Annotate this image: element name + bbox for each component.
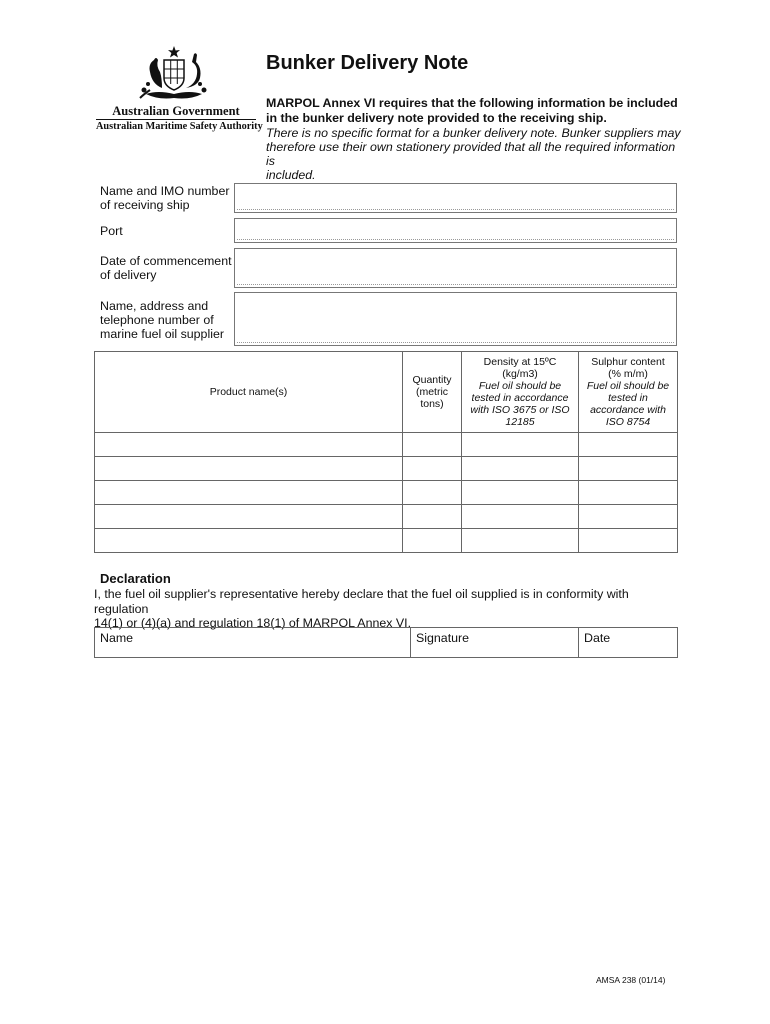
product-name-cell[interactable] — [95, 529, 403, 553]
page-title: Bunker Delivery Note — [266, 52, 469, 74]
intro-bold-line: MARPOL Annex VI requires that the following information be included — [266, 96, 678, 110]
government-name: Australian Government — [112, 104, 240, 118]
date-field[interactable] — [579, 628, 678, 658]
declaration-text — [94, 587, 684, 631]
density-header-note: tested in accordance — [471, 392, 569, 404]
quantity-header-line: (metric — [415, 386, 449, 398]
logo-divider — [96, 119, 256, 120]
sulphur-header — [579, 352, 678, 433]
quantity-header — [403, 352, 462, 433]
sulphur-cell[interactable] — [579, 433, 678, 457]
product-table — [94, 351, 678, 553]
supplier-label-line: telephone number of — [100, 313, 214, 327]
date-label-line: Date of commencement — [100, 254, 232, 268]
density-cell[interactable] — [462, 457, 579, 481]
sulphur-header-note: Fuel oil should be — [586, 380, 670, 392]
density-header-note: with ISO 3675 or ISO — [470, 404, 570, 416]
product-name-header-text: Product name(s) — [209, 386, 288, 398]
quantity-header-line: tons) — [420, 398, 444, 410]
signature-table — [94, 627, 678, 658]
quantity-cell[interactable] — [403, 433, 462, 457]
date-label — [100, 254, 232, 282]
declaration-line: 14(1) or (4)(a) and regulation 18(1) of MARPOL Annex VI. — [94, 616, 412, 630]
form-code: AMSA 238 (01/14) — [596, 975, 666, 985]
ship-label-line: of receiving ship — [100, 198, 190, 212]
ship-name-field[interactable] — [234, 183, 677, 213]
delivery-date-field[interactable] — [234, 248, 677, 288]
density-cell[interactable] — [462, 481, 579, 505]
quantity-cell[interactable] — [403, 505, 462, 529]
product-name-cell[interactable] — [95, 505, 403, 529]
sulphur-header-line: Sulphur content — [591, 356, 665, 368]
density-header-line: (kg/m3) — [502, 368, 538, 380]
sulphur-header-line: (% m/m) — [608, 368, 648, 380]
supplier-label-line: Name, address and — [100, 299, 209, 313]
declaration-line: I, the fuel oil supplier's representative hereby declare that the fuel oil supplied is in conformity with regulation — [94, 587, 629, 616]
intro-italic-line: therefore use their own stationery provided that all the required information is — [266, 140, 676, 168]
density-header-note: 12185 — [505, 416, 535, 428]
product-name-cell[interactable] — [95, 457, 403, 481]
density-header — [462, 352, 579, 433]
density-header-note: Fuel oil should be — [478, 380, 562, 392]
signature-label: Signature — [416, 631, 470, 645]
table-row — [95, 481, 678, 505]
table-row — [95, 457, 678, 481]
port-label: Port — [100, 224, 123, 238]
intro-requirement — [266, 96, 686, 126]
supplier-field[interactable] — [234, 292, 677, 346]
sulphur-cell[interactable] — [579, 505, 678, 529]
quantity-header-line: Quantity — [412, 374, 452, 386]
product-name-cell[interactable] — [95, 433, 403, 457]
sulphur-cell[interactable] — [579, 457, 678, 481]
agency-name: Australian Maritime Safety Authority — [96, 121, 263, 132]
quantity-cell[interactable] — [403, 457, 462, 481]
quantity-cell[interactable] — [403, 529, 462, 553]
port-field[interactable] — [234, 218, 677, 243]
table-row — [95, 529, 678, 553]
density-cell[interactable] — [462, 505, 579, 529]
product-name-cell[interactable] — [95, 481, 403, 505]
table-row — [95, 433, 678, 457]
ship-label — [100, 184, 229, 212]
product-name-header — [95, 352, 403, 433]
sulphur-header-note: ISO 8754 — [605, 416, 651, 428]
intro-note — [266, 126, 686, 182]
table-row — [95, 505, 678, 529]
sulphur-cell[interactable] — [579, 529, 678, 553]
supplier-label — [100, 299, 224, 341]
sulphur-header-note: accordance with — [590, 404, 666, 416]
intro-italic-line: included. — [266, 168, 316, 182]
name-label: Name — [100, 631, 134, 645]
quantity-cell[interactable] — [403, 481, 462, 505]
declaration-title: Declaration — [100, 571, 171, 586]
density-cell[interactable] — [462, 529, 579, 553]
date-label: Date — [584, 631, 611, 645]
coat-of-arms-icon — [134, 44, 214, 102]
sulphur-header-note: tested in — [608, 392, 648, 404]
signature-field[interactable] — [411, 628, 579, 658]
intro-bold-line: in the bunker delivery note provided to the receiving ship. — [266, 111, 607, 125]
date-label-line: of delivery — [100, 268, 157, 282]
ship-label-line: Name and IMO number — [100, 184, 230, 198]
supplier-label-line: marine fuel oil supplier — [100, 327, 224, 341]
intro-italic-line: There is no specific format for a bunker delivery note. Bunker suppliers may — [266, 126, 681, 140]
density-header-line: Density at 15ºC — [483, 356, 557, 368]
name-field[interactable] — [95, 628, 411, 658]
sulphur-cell[interactable] — [579, 481, 678, 505]
density-cell[interactable] — [462, 433, 579, 457]
